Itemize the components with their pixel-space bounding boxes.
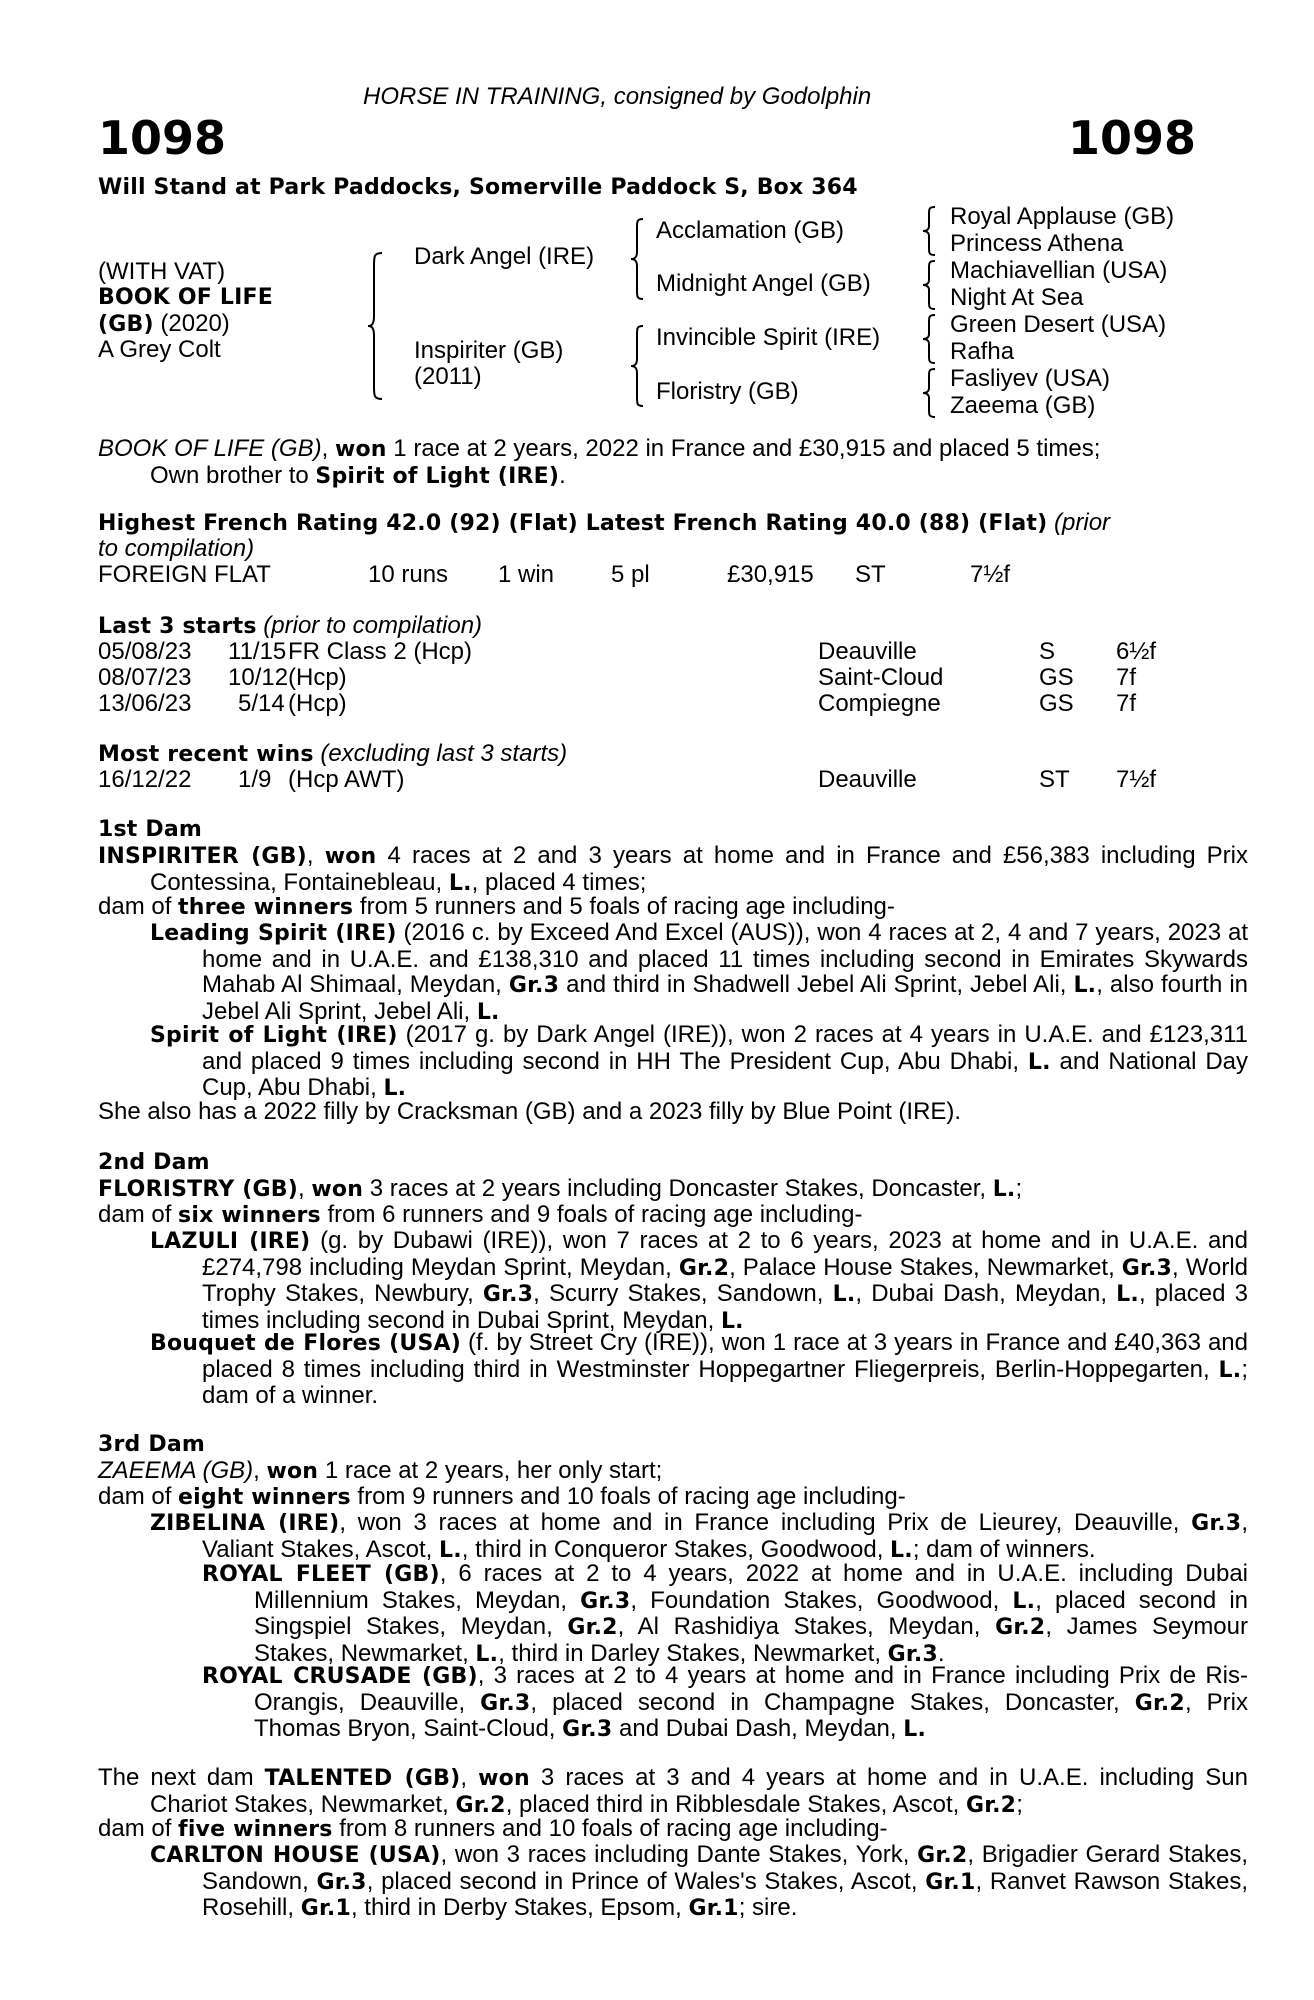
record-wins: 1 win	[498, 561, 555, 588]
last3-race-3: (Hcp)	[288, 690, 347, 717]
grandsire-4: Fasliyev (USA)	[950, 365, 1111, 392]
rating-line: Highest French Rating 42.0 (92) (Flat) Latest French Rating 40.0 (88) (Flat) (prior	[98, 509, 1111, 536]
last3-date-3: 13/06/23	[98, 690, 192, 717]
last3-date-2: 08/07/23	[98, 664, 192, 691]
dam1-produce-2: Spirit of Light (IRE) (2017 g. by Dark Angel (IRE)), won 2 races at 4 years in U.A.E. and £123,311 and placed 9 times including second in HH The President Cup, Abu Dhabi, L. and National Day Cup, Abu Dhabi, L.	[150, 1021, 1248, 1101]
recent-win-race: (Hcp AWT)	[288, 766, 405, 793]
granddam-1: Princess Athena	[950, 230, 1124, 257]
dam2-produce-1: LAZULI (IRE) (g. by Dubawi (IRE)), won 7 races at 2 to 6 years, 2023 at home and in U.A.E. and £274,798 including Meydan Sprint, Meydan, Gr.2, Palace House Stakes, Newmarket, Gr.3, World Trophy Stakes, Newbury, Gr.3, Scurry Stakes, Sandown, L., Dubai Dash, Meydan, L., placed 3 times including second in Dubai Sprint, Meydan, L.	[150, 1227, 1248, 1334]
last3-course-3: Compiegne	[818, 690, 941, 717]
dam1-heading: 1st Dam	[98, 817, 203, 842]
dam1-produce-summary: dam of three winners from 5 runners and 5 foals of racing age including-	[98, 893, 895, 920]
recent-win-pos: 1/9	[238, 766, 272, 793]
horse-name: BOOK OF LIFE	[98, 285, 273, 310]
last3-date-1: 05/08/23	[98, 638, 192, 665]
last3-going-3: GS	[1039, 690, 1074, 717]
last3-dist-1: 6½f	[1116, 638, 1157, 665]
pedigree-brace-gg-1	[923, 206, 939, 256]
lot-number-left: 1098	[98, 111, 227, 165]
record-type: FOREIGN FLAT	[98, 561, 271, 588]
last3-going-2: GS	[1039, 664, 1074, 691]
consignment-line: HORSE IN TRAINING, consigned by Godolphin	[363, 83, 872, 110]
last3-pos-3: 5/14	[238, 690, 285, 717]
granddam-4: Zaeema (GB)	[950, 392, 1096, 419]
granddam-2: Night At Sea	[950, 284, 1084, 311]
last3-going-1: S	[1039, 638, 1056, 665]
last3-course-1: Deauville	[818, 638, 917, 665]
last3-pos-1: 11/15	[228, 638, 287, 665]
sire-sire-name: Acclamation (GB)	[656, 217, 845, 244]
horse-origin-year: (GB) (2020)	[98, 310, 230, 337]
recent-wins-heading: Most recent wins (excluding last 3 starts)	[98, 740, 568, 767]
vat-note: (WITH VAT)	[98, 258, 226, 285]
last3-race-2: (Hcp)	[288, 664, 347, 691]
grandsire-3: Green Desert (USA)	[950, 311, 1167, 338]
horse-description: A Grey Colt	[98, 336, 221, 363]
dam2-produce-summary: dam of six winners from 6 runners and 9 foals of racing age including-	[98, 1201, 863, 1228]
pedigree-brace-gg-4	[923, 368, 939, 418]
dam2-produce-2: Bouquet de Flores (USA) (f. by Street Cry (IRE)), won 1 race at 3 years in France and £40,363 and placed 8 times including third in Westminster Hoppegartner Fliegerpreis, Berlin-Hoppegarten, L.; dam of a winner.	[150, 1329, 1248, 1409]
last3-heading: Last 3 starts (prior to compilation)	[98, 612, 483, 639]
stand-location: Will Stand at Park Paddocks, Somerville Paddock S, Box 364	[98, 175, 858, 200]
dam2-record: FLORISTRY (GB), won 3 races at 2 years including Doncaster Stakes, Doncaster, L.;	[98, 1175, 1023, 1202]
dam3-produce-1: ZIBELINA (IRE), won 3 races at home and in France including Prix de Lieurey, Deauville, Gr.3, Valiant Stakes, Ascot, L., third in Conqueror Stakes, Goodwood, L.; dam of winners.	[150, 1509, 1248, 1563]
dam1-record: INSPIRITER (GB), won 4 races at 2 and 3 years at home and in France and £56,383 including Prix Contessina, Fontainebleau, L., placed 4 times;	[98, 842, 1248, 896]
nextdam-produce-summary: dam of five winners from 8 runners and 10 foals of racing age including-	[98, 1815, 888, 1842]
last3-course-2: Saint-Cloud	[818, 664, 944, 691]
record-earnings: £30,915	[727, 561, 814, 588]
nextdam-produce-1: CARLTON HOUSE (USA), won 3 races including Dante Stakes, York, Gr.2, Brigadier Gerard Stakes, Sandown, Gr.3, placed second in Prince of Wales's Stakes, Ascot, Gr.1, Ranvet Rawson Stakes, Rosehill, Gr.1, third in Derby Stakes, Epsom, Gr.1; sire.	[150, 1841, 1249, 1921]
sire-name: Dark Angel (IRE)	[414, 243, 595, 270]
dam3-record: ZAEEMA (GB), won 1 race at 2 years, her only start;	[98, 1457, 663, 1484]
dam3-grandproduce-1: ROYAL FLEET (GB), 6 races at 2 to 4 years, 2022 at home and in U.A.E. including Dubai Millennium Stakes, Meydan, Gr.3, Foundation Stakes, Goodwood, L., placed second in Singspiel Stakes, Meydan, Gr.2, Al Rashidiya Stakes, Meydan, Gr.2, James Seymour Stakes, Newmarket, L., third in Darley Stakes, Newmarket, Gr.3.	[202, 1560, 1249, 1667]
dam3-heading: 3rd Dam	[98, 1432, 205, 1457]
grandsire-2: Machiavellian (USA)	[950, 257, 1168, 284]
recent-win-date: 16/12/22	[98, 766, 192, 793]
last3-dist-3: 7f	[1116, 690, 1137, 717]
last3-pos-2: 10/12	[228, 664, 289, 691]
dam-dam-name: Floristry (GB)	[656, 378, 799, 405]
pedigree-brace-main	[368, 252, 388, 400]
pedigree-brace-dam	[631, 325, 649, 407]
record-places: 5 pl	[611, 561, 650, 588]
sire-dam-name: Midnight Angel (GB)	[656, 270, 871, 297]
pedigree-brace-gg-2	[923, 260, 939, 310]
dam-sire-name: Invincible Spirit (IRE)	[656, 324, 881, 351]
granddam-3: Rafha	[950, 338, 1015, 365]
recent-win-dist: 7½f	[1116, 766, 1157, 793]
dam-year: (2011)	[414, 363, 482, 390]
record-going: ST	[855, 561, 886, 588]
recent-win-course: Deauville	[818, 766, 917, 793]
pedigree-brace-sire	[631, 218, 649, 300]
dam3-grandproduce-2: ROYAL CRUSADE (GB), 3 races at 2 to 4 years at home and in France including Prix de Ris-Orangis, Deauville, Gr.3, placed second in Champagne Stakes, Doncaster, Gr.2, Prix Thomas Bryon, Saint-Cloud, Gr.3 and Dubai Dash, Meydan, L.	[202, 1662, 1248, 1742]
recent-win-going: ST	[1039, 766, 1070, 793]
dam2-heading: 2nd Dam	[98, 1150, 210, 1175]
horse-summary: BOOK OF LIFE (GB), won 1 race at 2 years, 2022 in France and £30,915 and placed 5 times; Own brother to Spirit of Light (IRE).	[98, 435, 1101, 489]
pedigree-brace-gg-3	[923, 314, 939, 364]
nextdam-record: The next dam TALENTED (GB), won 3 races at 3 and 4 years at home and in U.A.E. including Sun Chariot Stakes, Newmarket, Gr.2, placed third in Ribblesdale Stakes, Ascot, Gr.2;	[98, 1764, 1248, 1818]
dam-name: Inspiriter (GB)	[414, 337, 564, 364]
last3-dist-2: 7f	[1116, 664, 1137, 691]
rating-note: to compilation)	[98, 535, 255, 562]
record-runs: 10 runs	[368, 561, 449, 588]
catalogue-page	[98, 0, 1249, 2000]
dam1-young-stock: She also has a 2022 filly by Cracksman (GB) and a 2023 filly by Blue Point (IRE).	[98, 1098, 962, 1125]
last3-race-1: FR Class 2 (Hcp)	[288, 638, 473, 665]
dam1-produce-1: Leading Spirit (IRE) (2016 c. by Exceed And Excel (AUS)), won 4 races at 2, 4 and 7 years, 2023 at home and in U.A.E. and £138,310 and placed 11 times including second in Emirates Skywards Mahab Al Shimaal, Meydan, Gr.3 and third in Shadwell Jebel Ali Sprint, Jebel Ali, L., also fourth in Jebel Ali Sprint, Jebel Ali, L.	[150, 919, 1249, 1025]
grandsire-1: Royal Applause (GB)	[950, 203, 1175, 230]
lot-number-right: 1098	[1067, 111, 1196, 165]
record-distance: 7½f	[970, 561, 1011, 588]
dam3-produce-summary: dam of eight winners from 9 runners and 10 foals of racing age including-	[98, 1483, 906, 1510]
